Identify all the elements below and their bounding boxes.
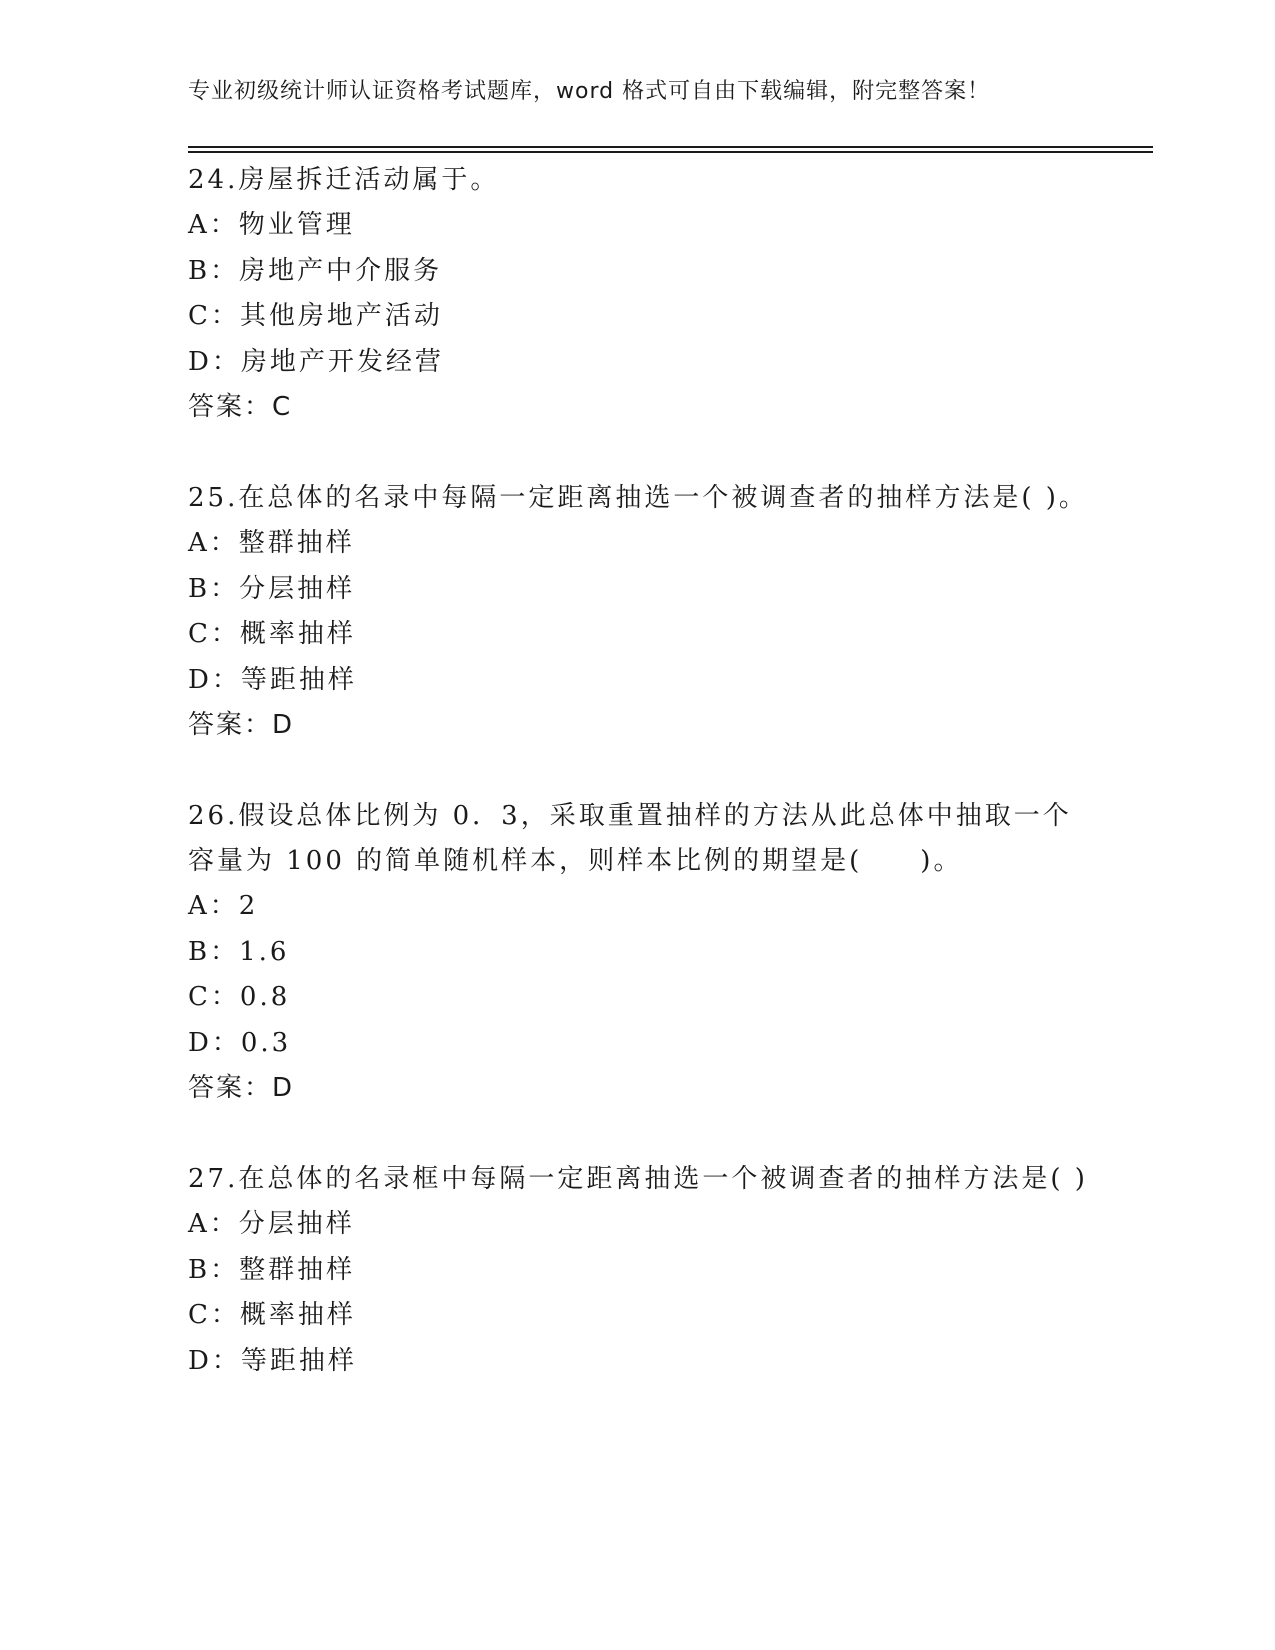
option-text: 0.8 [239, 982, 291, 1012]
option-b [188, 930, 1088, 976]
option-key: C： [188, 1300, 240, 1330]
header-divider-top [188, 146, 1153, 148]
option-text: 整群抽样 [238, 528, 355, 558]
question-list [188, 158, 1088, 1430]
option-text: 分层抽样 [239, 573, 356, 604]
answer-line: 答案：D [188, 710, 295, 740]
option-key: C： [188, 982, 240, 1012]
option-key: A： [188, 1209, 239, 1239]
page-header: 专业初级统计师认证资格考试题库，word 格式可自由下载编辑，附完整答案！ [188, 79, 991, 104]
option-key: C： [188, 301, 240, 331]
option-b [188, 567, 1088, 613]
option-key: A： [188, 210, 239, 240]
answer-line: 答案：C [188, 392, 293, 422]
option-key: A： [188, 528, 239, 558]
option-a [188, 203, 1088, 249]
question-25 [188, 476, 1088, 748]
option-key: B： [188, 936, 240, 967]
option-key: B： [188, 255, 240, 286]
option-text: 等距抽样 [240, 1345, 357, 1376]
question-27 [188, 1157, 1088, 1384]
option-c [188, 294, 1088, 340]
option-c [188, 1293, 1088, 1339]
option-c [188, 612, 1088, 658]
option-d [188, 1021, 1088, 1067]
option-key: D： [188, 1345, 241, 1376]
option-key: D： [188, 664, 241, 695]
option-a [188, 884, 1088, 930]
option-b [188, 1248, 1088, 1294]
option-key: D： [188, 1027, 241, 1058]
question-stem: 24.房屋拆迁活动属于。 [188, 165, 500, 195]
question-stem: 26.假设总体比例为 0．3，采取重置抽样的方法从此总体中抽取一个容量为 100 的简单随机样本，则样本比例的期望是( )。 [188, 801, 1072, 876]
header-divider-bottom [188, 151, 1153, 153]
option-d [188, 340, 1088, 386]
option-key: A： [188, 891, 239, 921]
option-text: 房地产中介服务 [239, 255, 443, 286]
option-text: 房地产开发经营 [240, 346, 444, 377]
option-a [188, 1202, 1088, 1248]
option-key: B： [188, 573, 240, 604]
option-text: 概率抽样 [239, 619, 356, 649]
question-26 [188, 794, 1088, 1111]
question-stem: 25.在总体的名录中每隔一定距离抽选一个被调查者的抽样方法是( )。 [188, 483, 1088, 513]
option-d [188, 1339, 1088, 1385]
question-stem: 27.在总体的名录框中每隔一定距离抽选一个被调查者的抽样方法是( ) [188, 1164, 1088, 1194]
option-text: 分层抽样 [238, 1209, 355, 1239]
option-key: C： [188, 619, 240, 649]
option-text: 物业管理 [238, 210, 355, 240]
option-text: 整群抽样 [239, 1254, 356, 1285]
option-text: 0.3 [240, 1027, 292, 1058]
option-text: 概率抽样 [239, 1300, 356, 1330]
answer-line: 答案：D [188, 1073, 295, 1103]
option-text: 其他房地产活动 [239, 301, 443, 331]
option-text: 1.6 [239, 936, 290, 967]
option-d [188, 658, 1088, 704]
option-key: B： [188, 1254, 240, 1285]
option-a [188, 521, 1088, 567]
option-text: 等距抽样 [240, 664, 357, 695]
option-text: 2 [238, 891, 259, 921]
option-key: D： [188, 346, 241, 377]
question-24 [188, 158, 1088, 430]
option-b [188, 249, 1088, 295]
option-c [188, 975, 1088, 1021]
